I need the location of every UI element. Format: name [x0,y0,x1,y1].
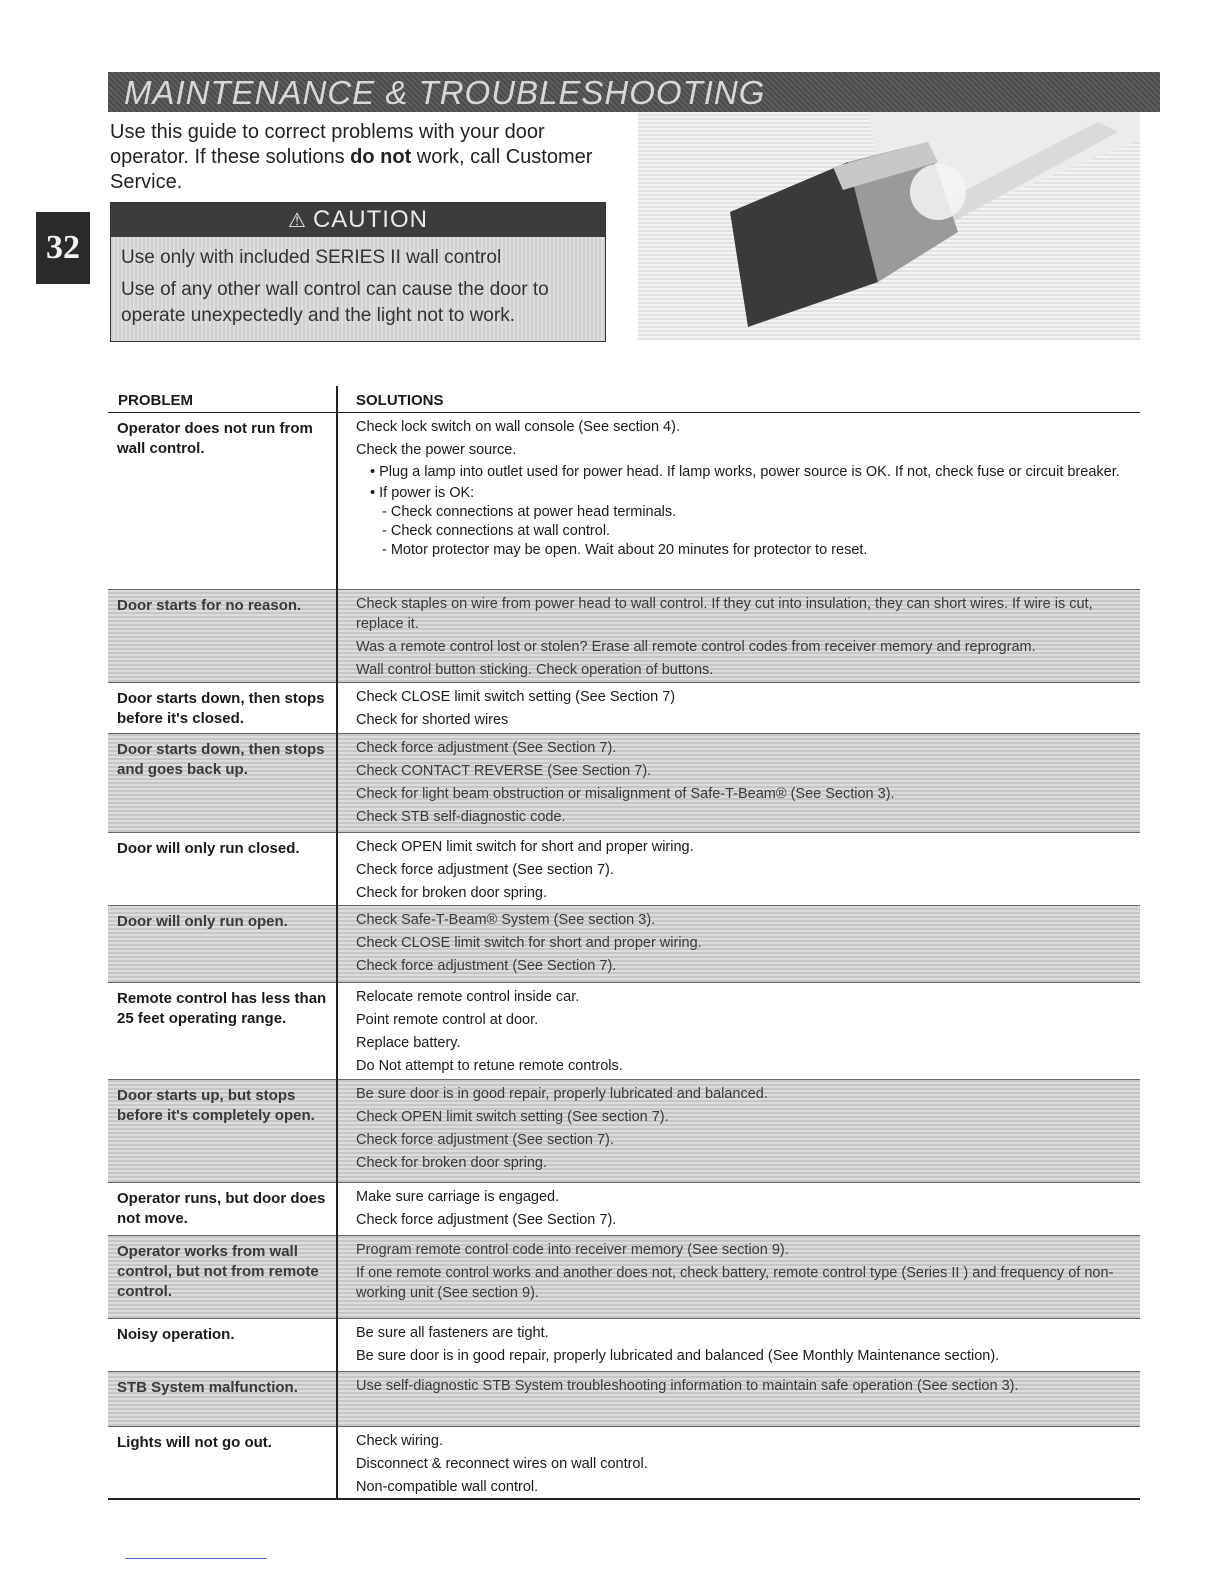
solutions-cell: Be sure all fasteners are tight. Be sure door is in good repair, properly lubricated and balanced (See Monthly Maintenance section). [356,1325,1000,1364]
solutions-cell: Check force adjustment (See Section 7). Check CONTACT REVERSE (See Section 7). Check for light beam obstruction or misalignment of Safe-T-Beam® (See Section 3). Check STB self-diagnostic code. [356,740,895,825]
problem-cell: Door starts up, but stops before it's completely open. [117,1087,315,1124]
intro-text: Use this guide to correct problems with your door operator. If these solutions do not work, call Customer Service. [110,121,593,193]
caution-line-2: Use of any other wall control can cause the door to operate unexpectedly and the light not to work. [121,279,549,326]
table-header [108,390,1140,413]
solutions-cell: Check lock switch on wall console (See section 4). Check the power source. • Plug a lamp into outlet used for power head. If lamp works, power source is OK. If not, check fuse or circuit breaker. • If power is OK: - Check connections at power head terminals. - Check connections at wall control. - Motor protector may be open. Wait about 20 minutes for protector to reset. [356,419,1120,558]
caution-line-1: Use only with included SERIES II wall control [121,247,502,268]
table-row [108,906,1140,983]
problem-cell: Door starts down, then stops and goes back up. [117,741,325,778]
garage-opener-illustration [638,112,1140,340]
page-title: MAINTENANCE & TROUBLESHOOTING [124,74,766,111]
solutions-cell: Program remote control code into receiver memory (See section 9). If one remote control works and another does not, check battery, remote control type (Series II ) and frequency of non-working unit (See section 9). [356,1242,1114,1301]
table-row [108,590,1140,683]
problem-cell: Door starts down, then stops before it's closed. [117,690,325,727]
problem-cell: Door will only run open. [117,913,288,930]
table-row [108,1319,1140,1372]
caution-heading: ⚠ CAUTION [111,203,605,237]
header-solutions: SOLUTIONS [356,392,444,409]
table-row [108,413,1140,590]
problem-cell: Noisy operation. [117,1326,235,1343]
solutions-cell: Make sure carriage is engaged. Check force adjustment (See Section 7). [356,1189,617,1228]
solutions-cell: Be sure door is in good repair, properly lubricated and balanced. Check OPEN limit switch setting (See section 7). Check force adjustment (See section 7). Check for broken door spring. [356,1086,768,1171]
page-number: 32 [36,212,90,284]
problem-cell: STB System malfunction. [117,1379,298,1396]
table-row [108,1236,1140,1319]
troubleshooting-table [108,413,1140,1503]
table-bottom-rule [108,1498,1140,1500]
solutions-cell: Relocate remote control inside car. Point remote control at door. Replace battery. Do Not attempt to retune remote controls. [356,989,623,1074]
scan-edge-mark [125,1558,267,1559]
table-row [108,833,1140,906]
solutions-cell: Check CLOSE limit switch setting (See Section 7) Check for shorted wires [356,689,676,728]
table-row [108,983,1140,1080]
problem-cell: Operator works from wall control, but not from remote control. [117,1243,319,1300]
problem-cell: Operator runs, but door does not move. [117,1190,326,1227]
problem-cell: Remote control has less than 25 feet operating range. [117,990,327,1027]
solutions-cell: Check staples on wire from power head to wall control. If they cut into insulation, they can short wires. If wire is cut, replace it. Was a remote control lost or stolen? Erase all remote control codes from receiver memory and reprogram. Wall control button sticking. Check operation of buttons. [356,596,1093,678]
table-row [108,734,1140,833]
table-row [108,1080,1140,1183]
table-row [108,1372,1140,1427]
table-row [108,683,1140,734]
table-row [108,1427,1140,1503]
solutions-cell: Use self-diagnostic STB System troubleshooting information to maintain safe operation (See section 3). [356,1378,1019,1394]
column-divider [336,386,338,1498]
solutions-cell: Check Safe-T-Beam® System (See section 3). Check CLOSE limit switch for short and proper wiring. Check force adjustment (See Section 7). [356,912,702,974]
problem-cell: Operator does not run from wall control. [117,420,313,457]
table-row [108,1183,1140,1236]
solutions-cell: Check wiring. Disconnect & reconnect wires on wall control. Non-compatible wall control. [356,1433,648,1495]
caution-box [110,202,606,342]
problem-cell: Lights will not go out. [117,1434,272,1451]
garage-opener-photo [638,112,1140,340]
solutions-cell: Check OPEN limit switch for short and proper wiring. Check force adjustment (See section 7). Check for broken door spring. [356,839,694,901]
header-problem: PROBLEM [118,392,193,409]
warning-icon: ⚠ [288,210,307,232]
problem-cell: Door will only run closed. [117,840,300,857]
problem-cell: Door starts for no reason. [117,597,302,614]
